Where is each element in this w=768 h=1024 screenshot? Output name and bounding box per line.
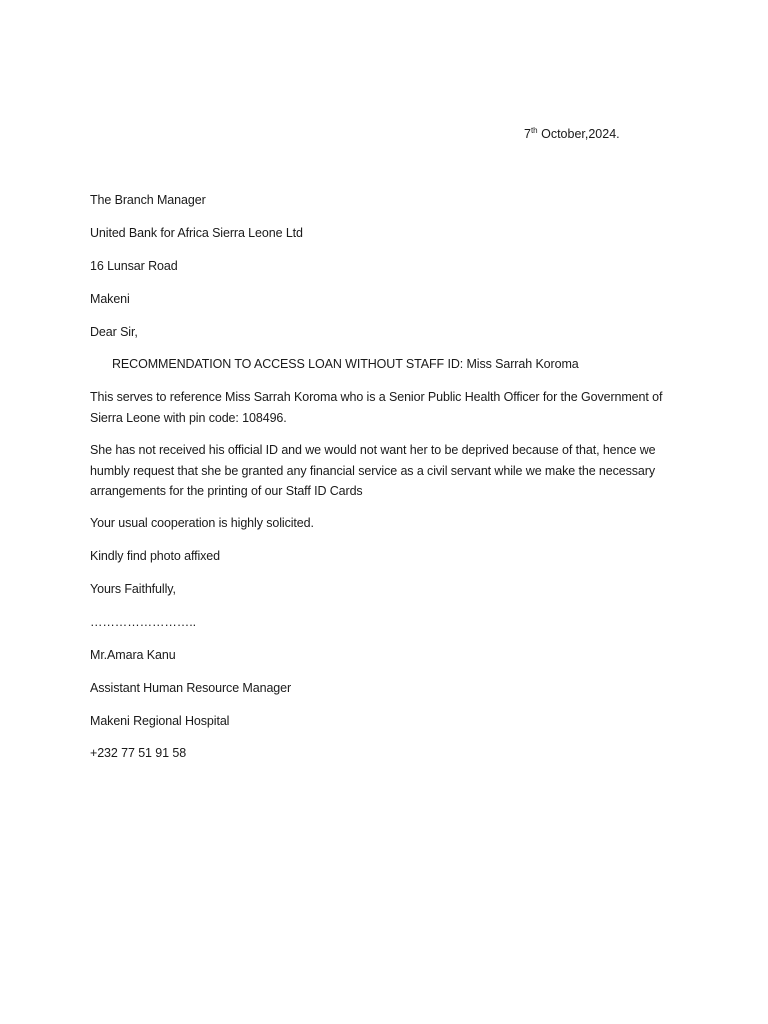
- sender-position: Assistant Human Resource Manager: [90, 681, 292, 695]
- recipient-bank: United Bank for Africa Sierra Leone Ltd: [90, 226, 303, 240]
- signature-line: ……………………..: [90, 615, 196, 629]
- date-rest: October,2024.: [537, 127, 620, 141]
- closing: Yours Faithfully,: [90, 582, 176, 596]
- body-paragraph-3: Your usual cooperation is highly solicited.: [90, 516, 314, 530]
- sender-name: Mr.Amara Kanu: [90, 648, 176, 662]
- sender-phone: +232 77 51 91 58: [90, 746, 187, 760]
- letter-date: [524, 124, 620, 144]
- body-paragraph-4: Kindly find photo affixed: [90, 549, 221, 563]
- body-paragraph-2: She has not received his official ID and we would not want her to be deprived because of that, hence we humbly request that she be granted any financial service as a civil servant while we make the necessary arrangements for the printing of our Staff ID Cards: [90, 443, 656, 498]
- recipient-city: Makeni: [90, 292, 130, 306]
- subject-line: RECOMMENDATION TO ACCESS LOAN WITHOUT STAFF ID: Miss Sarrah Koroma: [112, 357, 579, 371]
- recipient-title: The Branch Manager: [90, 193, 206, 207]
- body-paragraph-1: This serves to reference Miss Sarrah Koroma who is a Senior Public Health Officer for the Government of Sierra Leone with pin code: 108496.: [90, 390, 663, 425]
- sender-organization: Makeni Regional Hospital: [90, 714, 230, 728]
- date-suffix: th: [530, 125, 538, 135]
- salutation: Dear Sir,: [90, 325, 138, 339]
- recipient-street: 16 Lunsar Road: [90, 259, 178, 273]
- date-day: 7: [524, 127, 531, 141]
